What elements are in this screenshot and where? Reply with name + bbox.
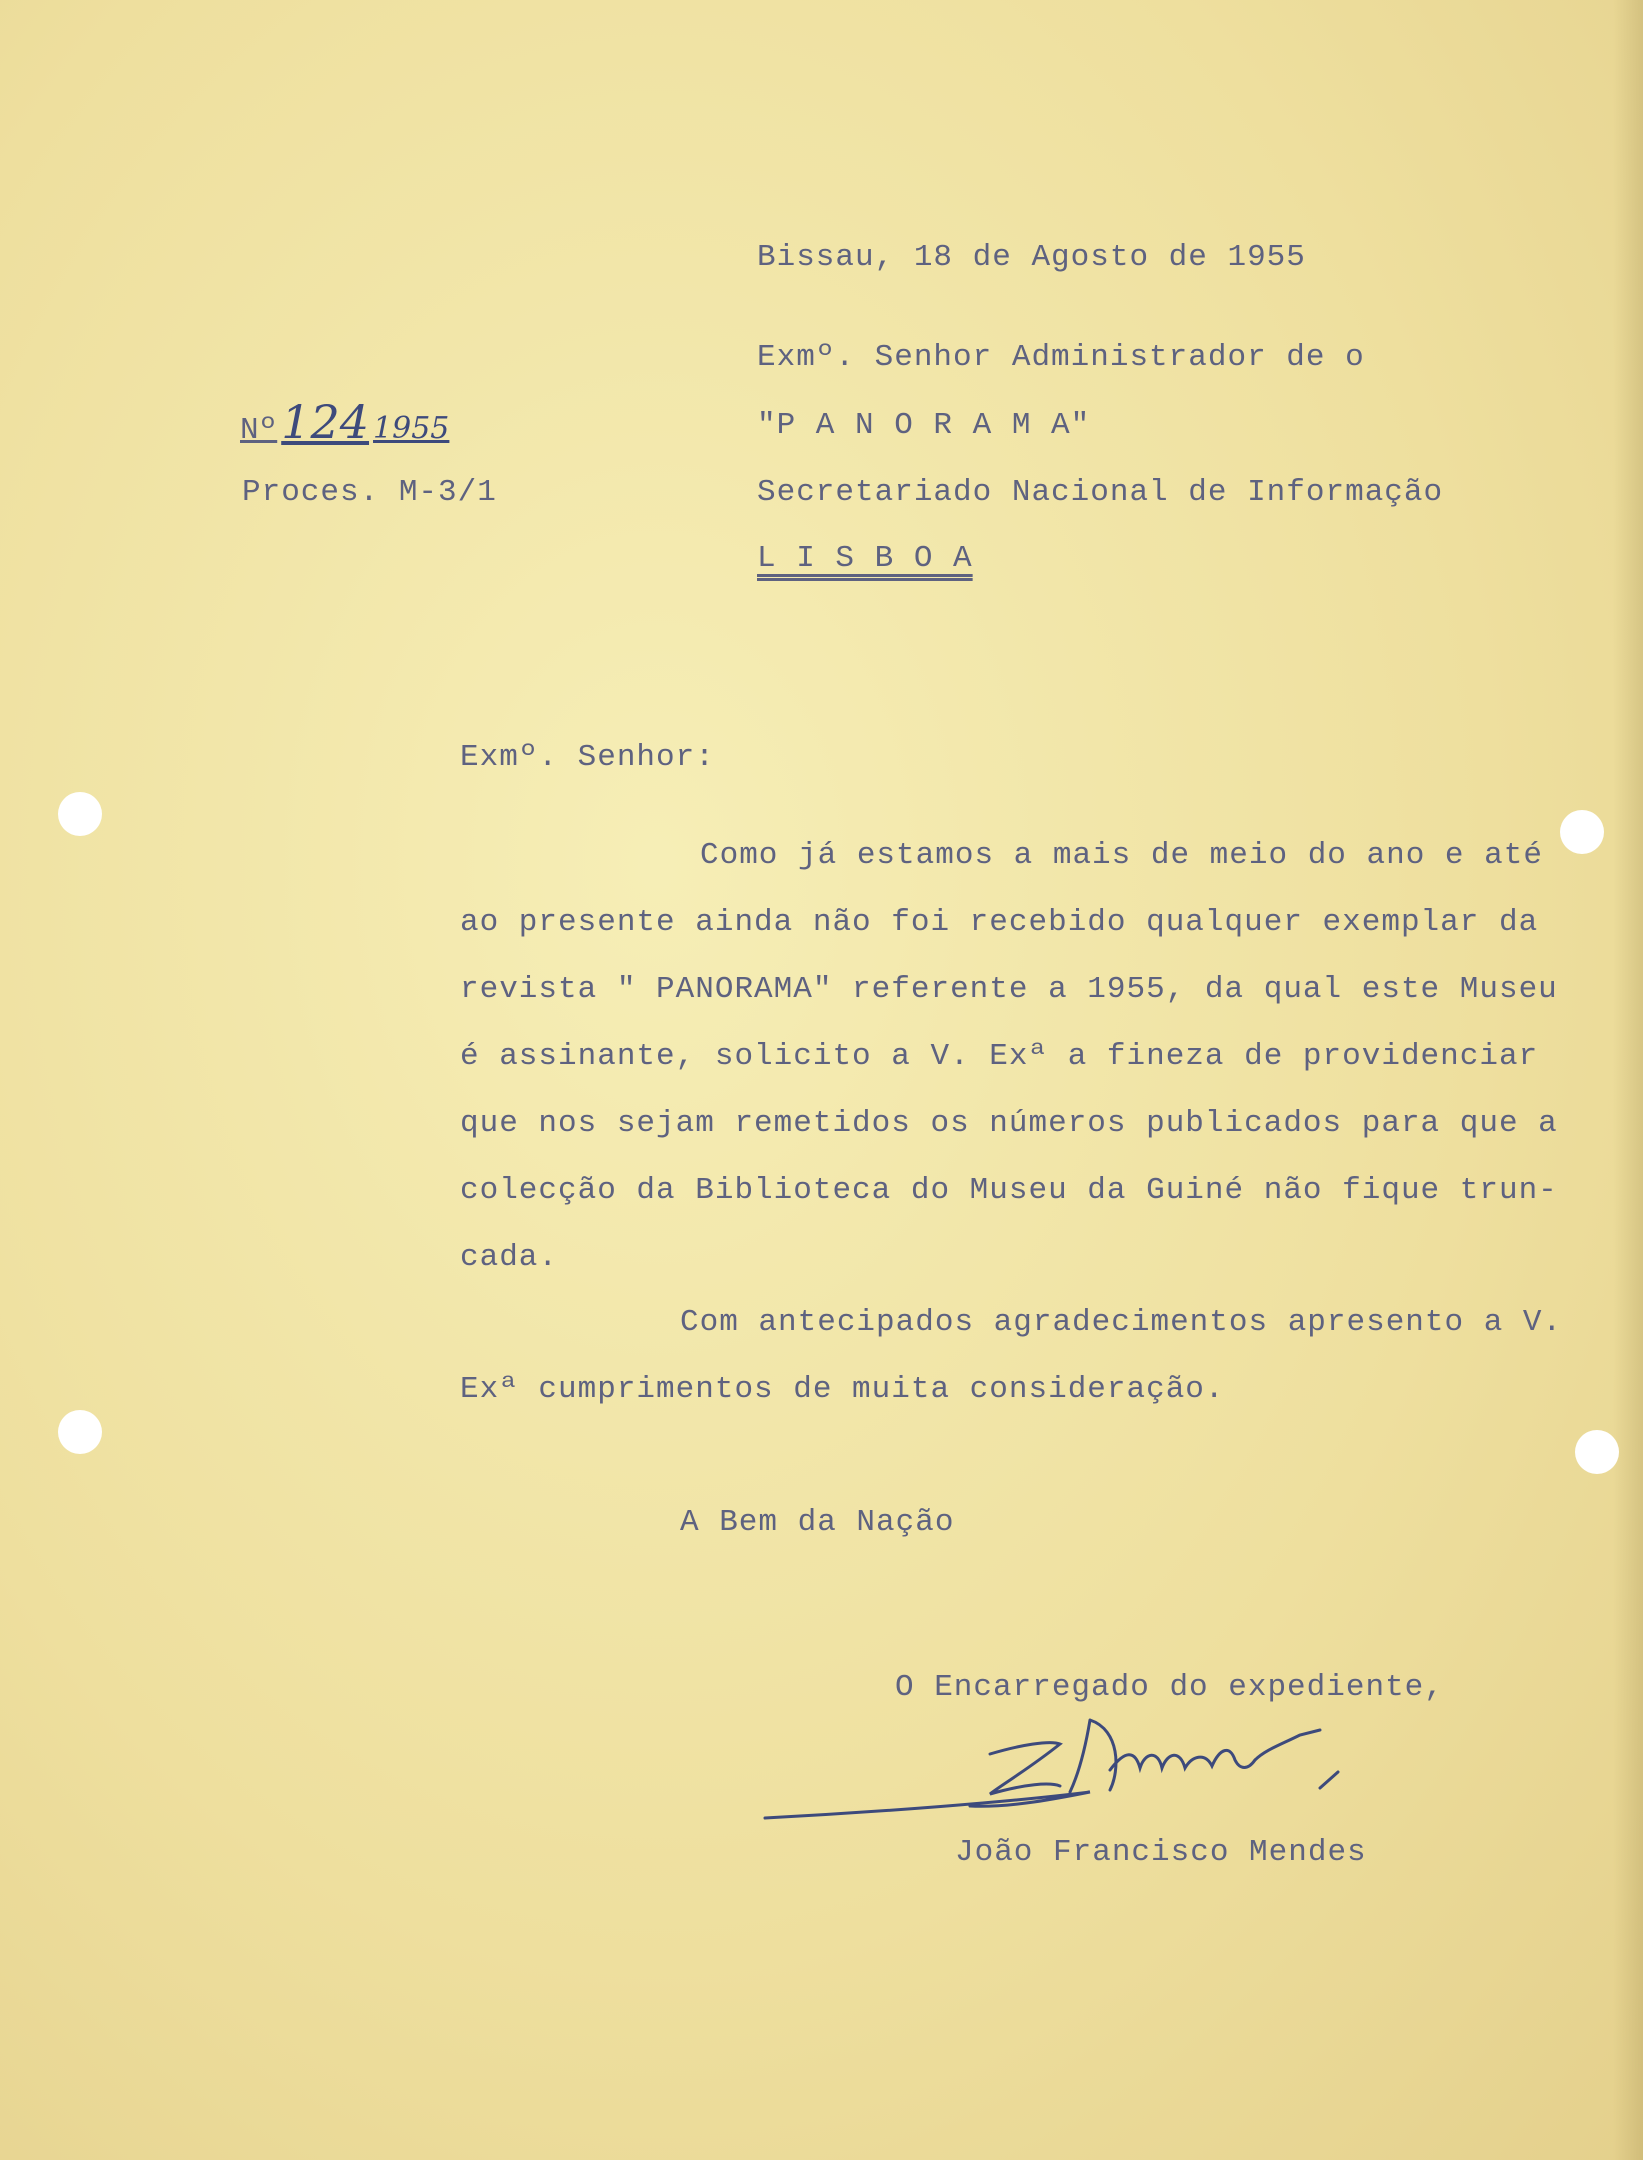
recipient-line-2: "P A N O R A M A" xyxy=(757,408,1091,443)
recipient-line-3: Secretariado Nacional de Informação xyxy=(757,475,1444,510)
process-reference: Proces. M-3/1 xyxy=(242,475,497,510)
reference-number xyxy=(240,395,449,449)
body-line: é assinante, solicito a V. Exª a fineza de providenciar xyxy=(460,1039,1539,1074)
recipient-city: L I S B O A xyxy=(757,541,973,576)
punch-hole-right-bottom xyxy=(1575,1430,1619,1474)
body-line: Exª cumprimentos de muita consideração. xyxy=(460,1372,1225,1407)
body-line: colecção da Biblioteca do Museu da Guiné não fique trun- xyxy=(460,1173,1558,1208)
reference-number-label: Nº xyxy=(240,413,278,448)
punch-hole-left-top xyxy=(58,792,102,836)
date-line: Bissau, 18 de Agosto de 1955 xyxy=(757,240,1306,275)
body-line: que nos sejam remetidos os números publicados para que a xyxy=(460,1106,1558,1141)
body-line: ao presente ainda não foi recebido qualquer exemplar da xyxy=(460,905,1539,940)
salutation: Exmº. Senhor: xyxy=(460,740,715,775)
body-line: cada. xyxy=(460,1240,559,1275)
closing-formula: A Bem da Nação xyxy=(680,1505,955,1540)
body-line: Como já estamos a mais de meio do ano e até xyxy=(700,838,1543,873)
reference-number-handwritten: 124 xyxy=(281,395,370,449)
recipient-line-1: Exmº. Senhor Administrador de o xyxy=(757,340,1365,375)
reference-number-year: 1955 xyxy=(373,411,450,446)
signatory-name: João Francisco Mendes xyxy=(955,1835,1367,1870)
body-line: revista " PANORAMA" referente a 1955, da qual este Museu xyxy=(460,972,1558,1007)
paper-edge xyxy=(1613,0,1643,2160)
signatory-role: O Encarregado do expediente, xyxy=(895,1670,1444,1705)
handwritten-signature xyxy=(760,1690,1400,1840)
punch-hole-right-top xyxy=(1560,810,1604,854)
body-line: Com antecipados agradecimentos apresento a V. xyxy=(680,1305,1563,1340)
punch-hole-left-bottom xyxy=(58,1410,102,1454)
